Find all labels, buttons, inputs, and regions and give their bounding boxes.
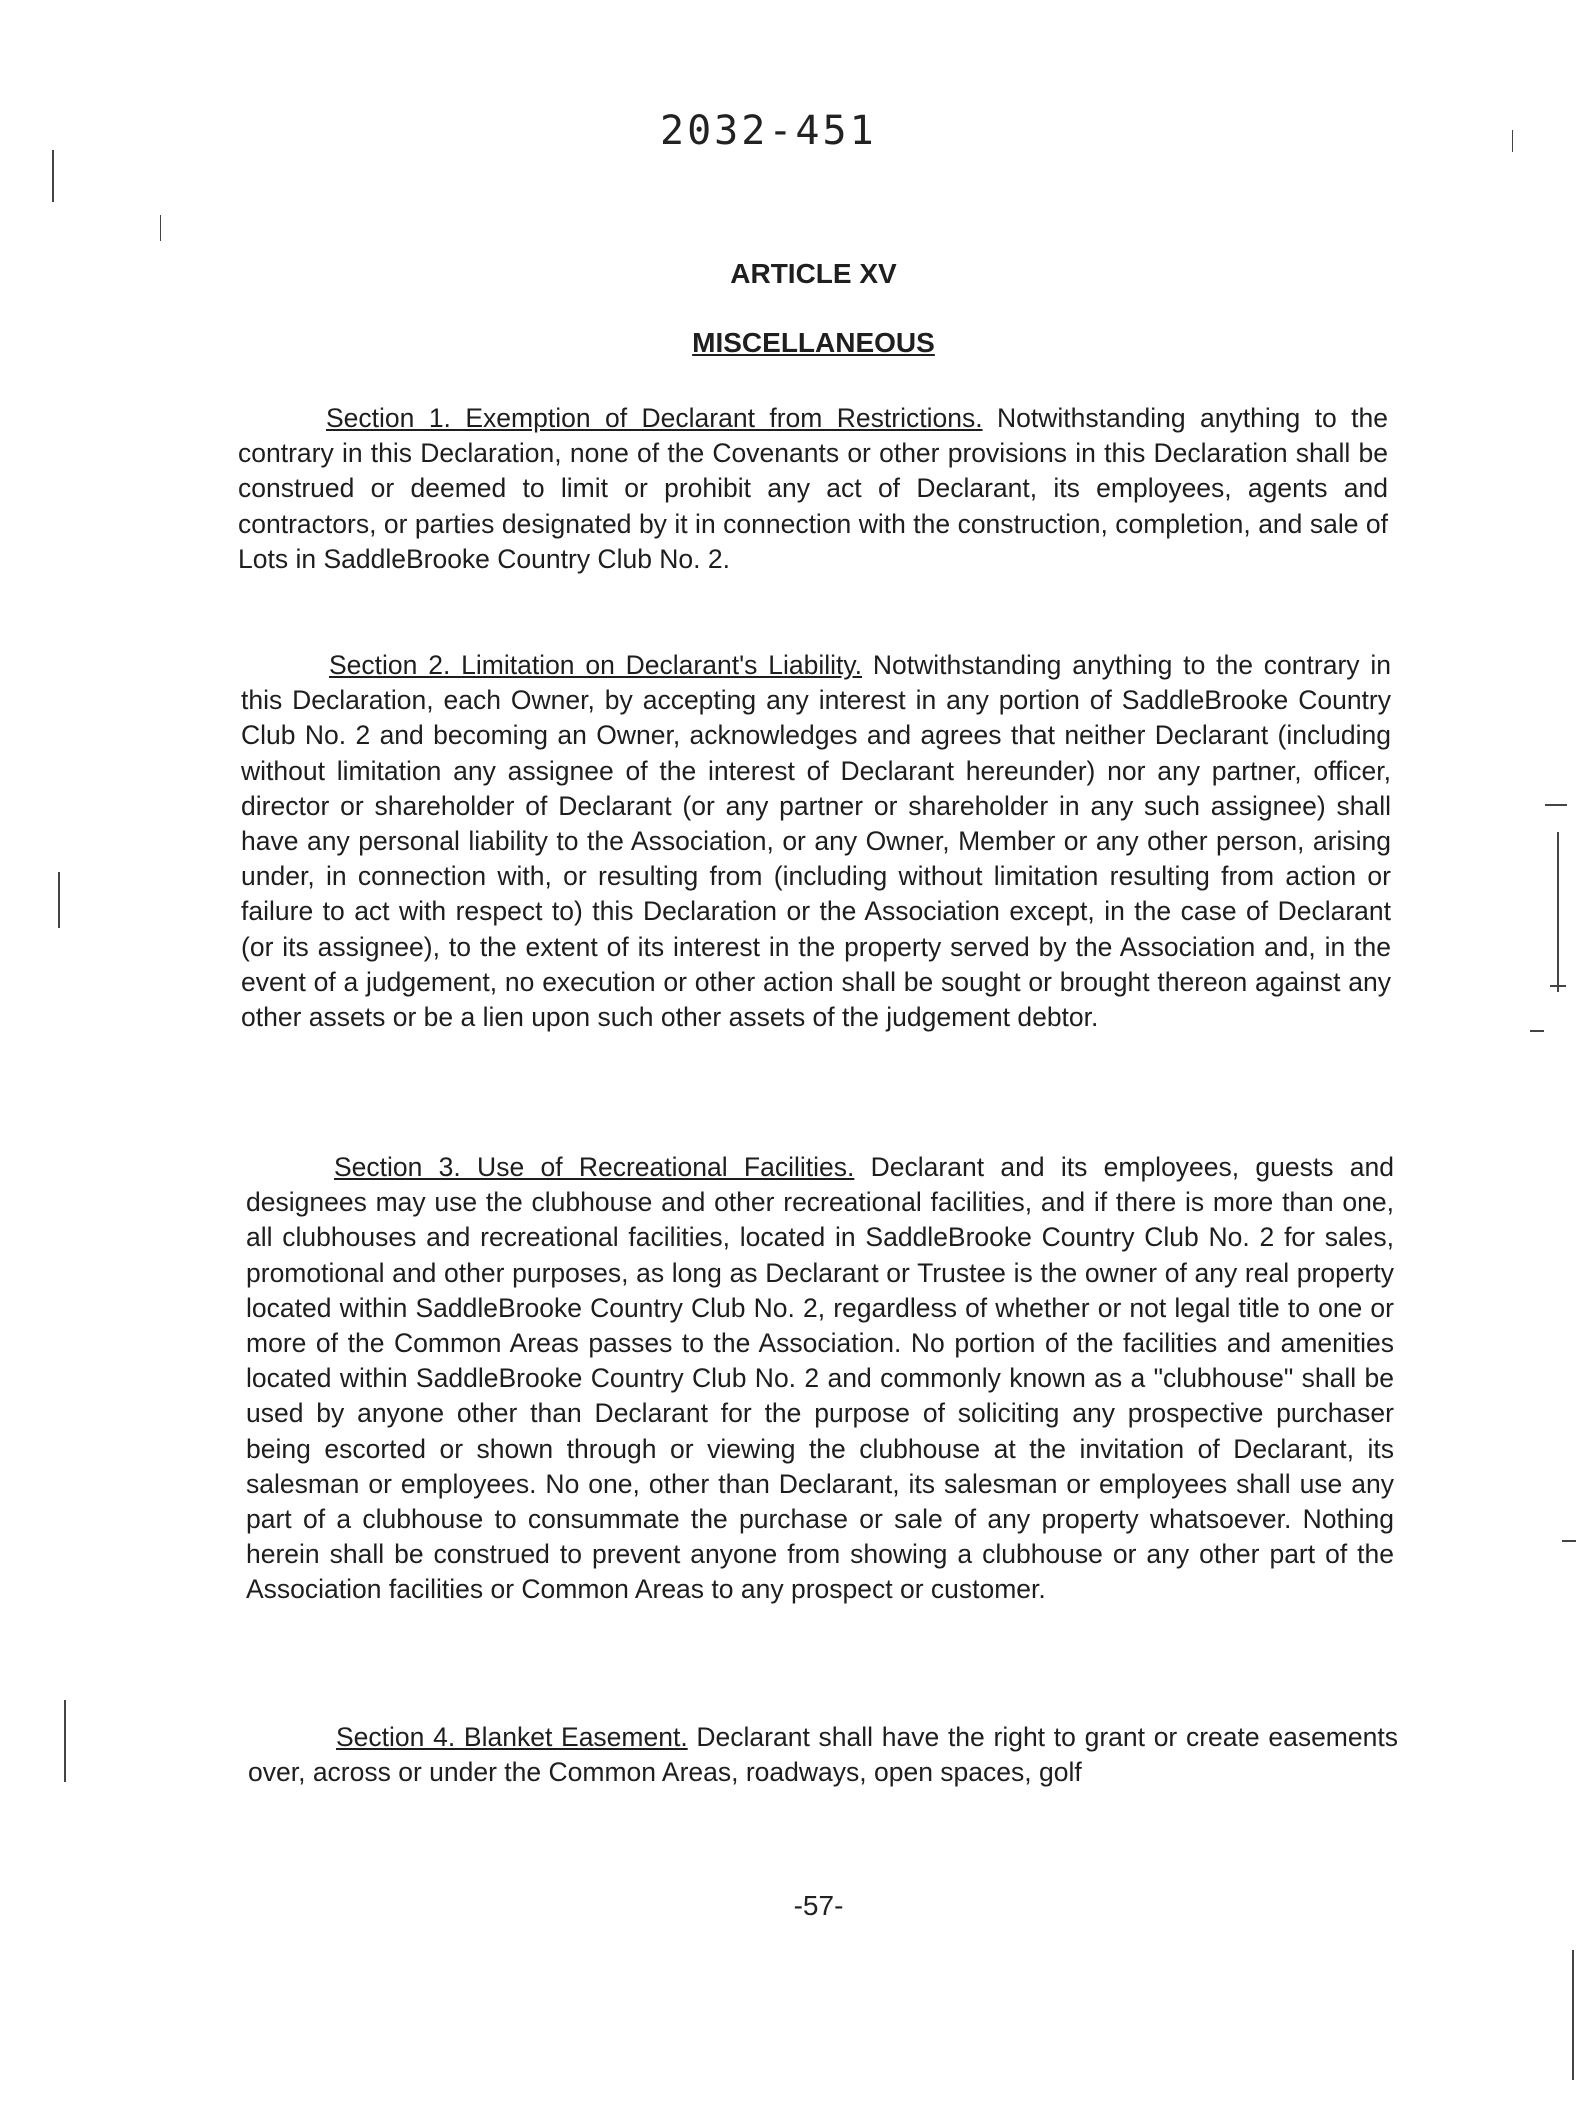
scan-artifact [52, 150, 54, 202]
scan-artifact [1550, 985, 1566, 987]
scan-artifact [1562, 1540, 1576, 1542]
scan-artifact [1530, 1030, 1544, 1032]
section-4 [248, 1720, 1398, 1790]
scan-artifact [64, 1700, 66, 1782]
scan-artifact [1545, 804, 1567, 806]
section-4-body: Declarant shall have the right to grant or create easements over, across or under the Common Areas, roadways, open spaces, golf [248, 1722, 1398, 1788]
page-number: -57- [793, 1890, 844, 1921]
section-2-heading: Section 2. Limitation on Declarant's Liability. [329, 650, 862, 680]
article-subtitle: MISCELLANEOUS [692, 327, 935, 358]
section-1-heading: Section 1. Exemption of Declarant from Restrictions. [326, 403, 983, 433]
section-3-body: Declarant and its employees, guests and designees may use the clubhouse and other recreational facilities, and if there is more than one, all clubhouses and recreational facilities, located in SaddleBrooke Country Club No. 2 for sales, promotional and other purposes, as long as Declarant or Trustee is the owner of any real property located within SaddleBrooke Country Club No. 2, regardless of whether or not legal title to one or more of the Common Areas passes to the Association. No portion of the facilities and amenities located within SaddleBrooke Country Club No. 2 and commonly known as a "clubhouse" shall be used by anyone other than Declarant for the purpose of soliciting any prospective purchaser being escorted or shown through or viewing the clubhouse at the invitation of Declarant, its salesman or employees. No one, other than Declarant, its salesman or employees shall use any part of a clubhouse to consummate the purchase or sale of any property whatsoever. Nothing herein shall be construed to prevent anyone from showing a clubhouse or any other part of the Association facilities or Common Areas to any prospect or customer. [246, 1152, 1395, 1605]
scan-artifact [1557, 832, 1559, 992]
scan-artifact [160, 215, 161, 241]
section-2-body: Notwithstanding anything to the contrary in this Declaration, each Owner, by accepting any interest in any portion of SaddleBrooke Country Club No. 2 and becoming an Owner, acknowledges and agrees that neither Declarant (including without limitation any assignee of the interest of Declarant hereunder) nor any partner, officer, director or shareholder of Declarant (or any partner or shareholder in any such assignee) shall have any personal liability to the Association, or any Owner, Member or any other person, arising under, in connection with, or resulting from (including without limitation resulting from action or failure to act with respect to) this Declaration or the Association except, in the case of Declarant (or its assignee), to the extent of its interest in the property served by the Association and, in the event of a judgement, no execution or other action shall be sought or brought thereon against any other assets or be a lien upon such other assets of the judgement debtor. [241, 650, 1391, 1033]
document-number: 2032-451 [660, 108, 877, 154]
scan-artifact [1512, 130, 1513, 152]
article-title: ARTICLE XV [730, 258, 897, 289]
section-2 [241, 648, 1391, 1035]
section-4-heading: Section 4. Blanket Easement. [336, 1722, 688, 1752]
section-1 [238, 401, 1388, 577]
section-1-body: Notwithstanding anything to the contrary in this Declaration, none of the Covenants or other provisions in this Declaration shall be construed or deemed to limit or prohibit any act of Declarant, its employees, agents and contractors, or parties designated by it in connection with the construction, completion, and sale of Lots in SaddleBrooke Country Club No. 2. [238, 403, 1388, 574]
section-3-heading: Section 3. Use of Recreational Facilities. [334, 1152, 855, 1182]
scan-artifact [58, 872, 60, 928]
section-3 [246, 1150, 1394, 1608]
scan-artifact [1572, 1950, 1574, 2080]
